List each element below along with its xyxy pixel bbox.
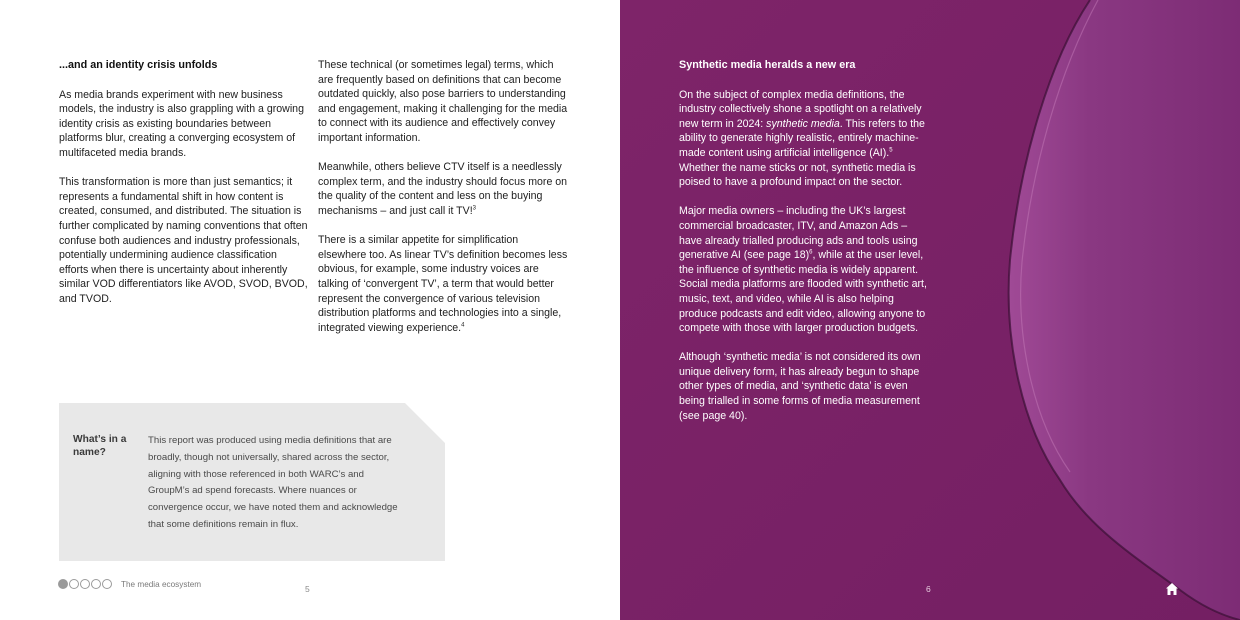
callout-box [59, 403, 445, 561]
section-progress-dots [58, 579, 112, 589]
paragraph-text: There is a similar appetite for simplification elsewhere too. As linear TV’s definition becomes less obvious, for example, some industry voices are talking of ‘convergent TV’, a term that would better represent the convergence of various television distribution platforms and technologies into a single, integrated viewing experience. [318, 234, 568, 334]
footer-section-label[interactable]: The media ecosystem [121, 579, 202, 589]
callout-cut-corner [405, 403, 445, 443]
footnote-ref[interactable]: 4 [461, 322, 465, 329]
paragraph: These technical (or sometimes legal) terms, which are frequently based on definitions that can become outdated quickly, also pose barriers to understanding and engagement, making it challenging for the media to connect with its audience and effectively convey important information. [318, 59, 568, 144]
emphasis-term: synthetic media [766, 117, 840, 130]
paragraph-text: Whether the name sticks or not, synthetic media is poised to have a profound impact on the sector. [679, 161, 916, 189]
column-2 [318, 58, 568, 350]
callout-title: What’s in a name? [73, 434, 127, 458]
paragraph-text: Meanwhile, others believe CTV itself is a needlessly complex term, and the industry should focus more on the quality of the content and less on the buying mechanisms – and just call it TV! [318, 161, 568, 217]
progress-dot-active[interactable] [58, 579, 68, 589]
home-icon[interactable] [1165, 582, 1179, 596]
footnote-ref[interactable]: 3 [472, 205, 476, 212]
footnote-ref[interactable]: 5 [889, 147, 893, 154]
page-number-left: 5 [305, 584, 310, 594]
paragraph-text: . This refers to the ability to generate highly realistic, entirely machine-made content using artificial intelligence (AI). [679, 117, 925, 159]
paragraph [318, 160, 568, 218]
paragraph: As media brands experiment with new business models, the industry is also grappling with a growing identity crisis as existing boundaries between platforms blur, creating a converging ecosystem of multifaceted media brands. [59, 88, 304, 159]
paragraph-text: On the subject of complex media definitions, the industry collectively shone a spotlight on a relatively new term in 2024: [679, 88, 922, 130]
progress-dot[interactable] [91, 579, 101, 589]
paragraph [318, 233, 568, 335]
section-heading-synthetic-media: Synthetic media heralds a new era [679, 59, 856, 71]
paragraph [679, 88, 929, 190]
right-page [620, 0, 1240, 620]
progress-dot[interactable] [102, 579, 112, 589]
paragraph: Although ‘synthetic media’ is not considered its own unique delivery form, it has already begun to shape other types of media, and ‘synthetic data’ is even being trialled in some forms of media measurement (see page 40). [679, 351, 921, 422]
column-3 [679, 58, 929, 438]
paragraph-text: , while at the user level, the influence of synthetic media is widely apparent. Social media platforms are flooded with synthetic art, music, text, and video, while AI is also helping produce podcasts and edit video, allowing anyone to compete with those with larger production budgets. [679, 249, 927, 335]
section-heading-identity-crisis: ...and an identity crisis unfolds [59, 59, 218, 71]
paragraph: This transformation is more than just semantics; it represents a fundamental shift in how content is created, consumed, and distributed. The situation is further complicated by naming conventions that often confuse both audiences and industry professionals, potentially undermining audience classification efforts when there is uncertainty about inherently similar VOD differentiators like AVOD, SVOD, BVOD, and TVOD. [59, 176, 308, 305]
callout-text: This report was produced using media definitions that are broadly, though not universally, shared across the sector, aligning with those referenced in both WARC’s and GroupM’s ad spend forecasts. Where nuances or convergence occur, we have noted them and acknowledge that some definitions remain in flux. [148, 435, 398, 530]
footnote-ref[interactable]: 6 [809, 249, 813, 256]
page-number-right: 6 [926, 584, 931, 594]
footer-left [58, 577, 201, 591]
paragraph [679, 204, 929, 335]
progress-dot[interactable] [80, 579, 90, 589]
paragraph-text: Major media owners – including the UK’s largest commercial broadcaster, ITV, and Amazon Ads – have already trialled producing ads and tools using generative AI (see page 18) [679, 205, 918, 262]
column-1 [59, 58, 309, 321]
progress-dot[interactable] [69, 579, 79, 589]
